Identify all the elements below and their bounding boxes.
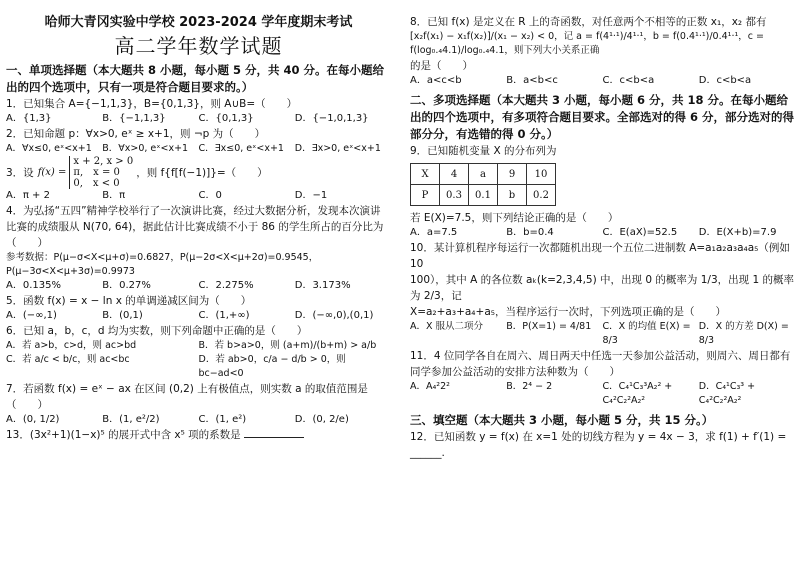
- question-2: 2．已知命题 p：∀x>0, eˣ ≥ x+1，则 ¬p 为（ ）: [6, 128, 266, 140]
- section-single-choice: 一、单项选择题（本大题共 8 小题，每小题 5 分，共 40 分。在每小题给出的四个选项中，只有一项是符合题目要求的。）: [6, 63, 385, 94]
- answer-blank: [244, 427, 304, 438]
- option-b: B．P(X=1) = 4/81: [506, 321, 592, 332]
- option-a: A．a<c<b: [410, 75, 462, 86]
- question-2-options: [6, 142, 391, 156]
- question-13: [6, 427, 391, 443]
- option-a: A．若 a>b，c>d，则 ac>bd: [6, 340, 137, 351]
- question-10-options: [410, 320, 794, 348]
- option-c: C．E(aX)=52.5: [602, 227, 678, 238]
- question-13-text: 13．(3x²+1)(1−x)⁵ 的展开式中含 x⁵ 项的系数是: [6, 429, 241, 441]
- table-cell: 0.3: [440, 185, 469, 206]
- question-12: 12．已知函数 y = f(x) 在 x=1 处的切线方程为 y = 4x − 3，求 f(1) + f′(1) = ______.: [410, 431, 787, 459]
- question-6-options-ab: [6, 339, 391, 353]
- option-d: D．{−1,0,1,3}: [294, 113, 369, 124]
- school-header: 哈师大青冈实验中学校 2023-2024 学年度期末考试: [44, 15, 353, 30]
- table-cell: 10: [527, 164, 556, 185]
- option-a: A．∀x≤0, eˣ<x+1: [6, 143, 92, 154]
- piecewise-function-name: f(x) =: [37, 166, 67, 178]
- option-b: B．(0,1): [102, 310, 143, 321]
- table-cell: P: [411, 185, 440, 206]
- table-cell: X: [411, 164, 440, 185]
- option-c: C．(1,+∞): [198, 310, 250, 321]
- option-a: A．X 服从二项分: [410, 321, 484, 332]
- table-cell: b: [498, 185, 527, 206]
- question-4-options: [6, 279, 391, 293]
- option-d: D．(−∞,0),(0,1): [294, 310, 374, 321]
- question-11-options: [410, 380, 794, 408]
- question-7: 7．若函数 f(x) = eˣ − ax 在区间 (0,2) 上有极值点，则实数 a 的取值范围是（ ）: [6, 383, 368, 411]
- table-row: [411, 164, 556, 185]
- option-b: B．0.27%: [102, 280, 151, 291]
- table-cell: 0.2: [527, 185, 556, 206]
- question-4: 4．为弘扬“五四”精神学校举行了一次演讲比赛，经过大数据分析，发现本次演讲比赛的成绩服从 N(70, 64)，据此估计比赛成绩不小于 86 的学生所占的百分比为（ ）: [6, 205, 384, 249]
- option-b: B．a<b<c: [506, 75, 558, 86]
- case-1: x + 2, x > 0: [73, 156, 134, 167]
- table-row: [411, 185, 556, 206]
- option-a: A．a=7.5: [410, 227, 458, 238]
- question-1-options: [6, 112, 391, 126]
- option-d: D．3.173%: [294, 280, 351, 291]
- option-c: C．C₄¹C₃³A₂² + C₄²C₂²A₂²: [602, 381, 673, 406]
- question-3-options: [6, 189, 391, 203]
- option-c: C．c<b<a: [602, 75, 655, 86]
- question-9: 9．已知随机变量 X 的分布列为: [410, 145, 557, 157]
- option-c: C．∃x≤0, eˣ<x+1: [198, 143, 284, 154]
- option-b: B．π: [102, 190, 126, 201]
- option-b: B．(1, e²/2): [102, 414, 160, 425]
- question-6: 6．已知 a，b，c，d 均为实数，则下列命题中正确的是（ ）: [6, 325, 308, 337]
- right-column: [410, 0, 794, 461]
- question-8-line-2: [x₂f(x₁) − x₁f(x₂)]/(x₁ − x₂) < 0，记 a = f(4¹·¹)/4¹·¹，b = f(0.4¹·¹)/0.4¹·¹，c = f(log₀.₄4.1)/log₀.₄4.1，则下列大小关系正确: [410, 31, 765, 56]
- question-4-reference-2: P(μ−3σ<X<μ+3σ)=0.9973: [6, 266, 135, 277]
- question-1: 1．已知集合 A={−1,1,3}，B={0,1,3}，则 A∪B=（ ）: [6, 98, 298, 110]
- question-9-condition: 若 E(X)=7.5，则下列结论正确的是（ ）: [410, 212, 619, 224]
- option-d: D．C₄¹C₃³ + C₄²C₂²A₂²: [698, 381, 756, 406]
- option-a: A．0.135%: [6, 280, 61, 291]
- question-10-line-2: 100），其中 A 的各位数 aₖ(k=2,3,4,5) 中，出现 0 的概率为 1/3，出现 1 的概率为 2/3，记: [410, 274, 794, 302]
- case-3: 0, x < 0: [73, 178, 120, 189]
- option-b: B．若 b>a>0，则 (a+m)/(b+m) > a/b: [198, 340, 377, 351]
- option-b: B．2⁴ − 2: [506, 381, 553, 392]
- question-6-options-cd: [6, 353, 391, 381]
- option-c: C．若 a/c < b/c，则 ac<bc: [6, 354, 130, 365]
- option-b: B．∀x>0, eˣ<x+1: [102, 143, 189, 154]
- option-c: C．X 的均值 E(X) = 8/3: [602, 321, 691, 346]
- table-cell: a: [469, 164, 498, 185]
- option-a: A．{1,3}: [6, 113, 52, 124]
- table-cell: 0.1: [469, 185, 498, 206]
- option-d: D．−1: [294, 190, 328, 201]
- question-5-options: [6, 309, 391, 323]
- question-4-reference-1: 参考数据：P(μ−σ<X<μ+σ)=0.6827，P(μ−2σ<X<μ+2σ)=0.9545，: [6, 252, 319, 263]
- question-8-options: [410, 74, 794, 88]
- question-3: [6, 156, 391, 189]
- option-b: B．b=0.4: [506, 227, 554, 238]
- question-3-suffix: ，则 f{f[f(−1)]}=（ ）: [136, 166, 268, 179]
- question-10-line-3: X=a₂+a₃+a₄+a₅，当程序运行一次时，下列选项正确的是（ ）: [410, 306, 726, 318]
- question-11: 11．4 位同学各自在周六、周日两天中任选一天参加公益活动，则周六、周日都有同学参加公益活动的安排方法种数为（ ）: [410, 350, 791, 378]
- question-8-line-1: 8．已知 f(x) 是定义在 R 上的奇函数，对任意两个不相等的正数 x₁，x₂ 都有: [410, 16, 767, 28]
- question-7-options: [6, 413, 391, 427]
- option-d: D．∃x>0, eˣ<x+1: [294, 143, 381, 154]
- question-8-line-3: 的是（ ）: [410, 60, 473, 72]
- distribution-table: [410, 163, 556, 206]
- option-c: C．{0,1,3}: [198, 113, 254, 124]
- option-a: A．A₄²2²: [410, 381, 450, 392]
- exam-title: 高二学年数学试题: [114, 34, 283, 58]
- question-9-options: [410, 226, 794, 240]
- question-3-prefix: 3．设: [6, 166, 34, 179]
- option-a: A．(0, 1/2): [6, 414, 60, 425]
- question-5: 5．函数 f(x) = x − ln x 的单调递减区间为（ ）: [6, 295, 252, 307]
- left-column: [6, 0, 391, 443]
- option-d: D．(0, 2/e): [294, 414, 349, 425]
- table-cell: 4: [440, 164, 469, 185]
- question-10-line-1: 10．某计算机程序每运行一次都随机出现一个五位二进制数 A=a₁a₂a₃a₄a₅（例如 10: [410, 242, 790, 270]
- option-d: D．E(X+b)=7.9: [698, 227, 777, 238]
- option-c: C．0: [198, 190, 222, 201]
- table-cell: 9: [498, 164, 527, 185]
- option-c: C．2.275%: [198, 280, 254, 291]
- section-fill-in: 三、填空题（本大题共 3 小题，每小题 5 分，共 15 分。）: [410, 413, 714, 427]
- option-b: B．{−1,1,3}: [102, 113, 166, 124]
- option-d: D．X 的方差 D(X) = 8/3: [698, 321, 789, 346]
- case-2: π, x = 0: [73, 167, 120, 178]
- piecewise-cases: [69, 156, 133, 189]
- option-d: D．c<b<a: [698, 75, 752, 86]
- option-d: D．若 ab>0，c/a − d/b > 0，则 bc−ad<0: [198, 354, 346, 379]
- section-multiple-choice: 二、多项选择题（本大题共 3 小题，每小题 6 分，共 18 分。在每小题给出的四个选项中，有多项符合题目要求。全部选对的得 6 分，部分选对的得部分分，有选错的得 0 分。）: [410, 93, 794, 141]
- option-a: A．(−∞,1): [6, 310, 57, 321]
- option-c: C．(1, e²): [198, 414, 247, 425]
- option-a: A．π + 2: [6, 190, 50, 201]
